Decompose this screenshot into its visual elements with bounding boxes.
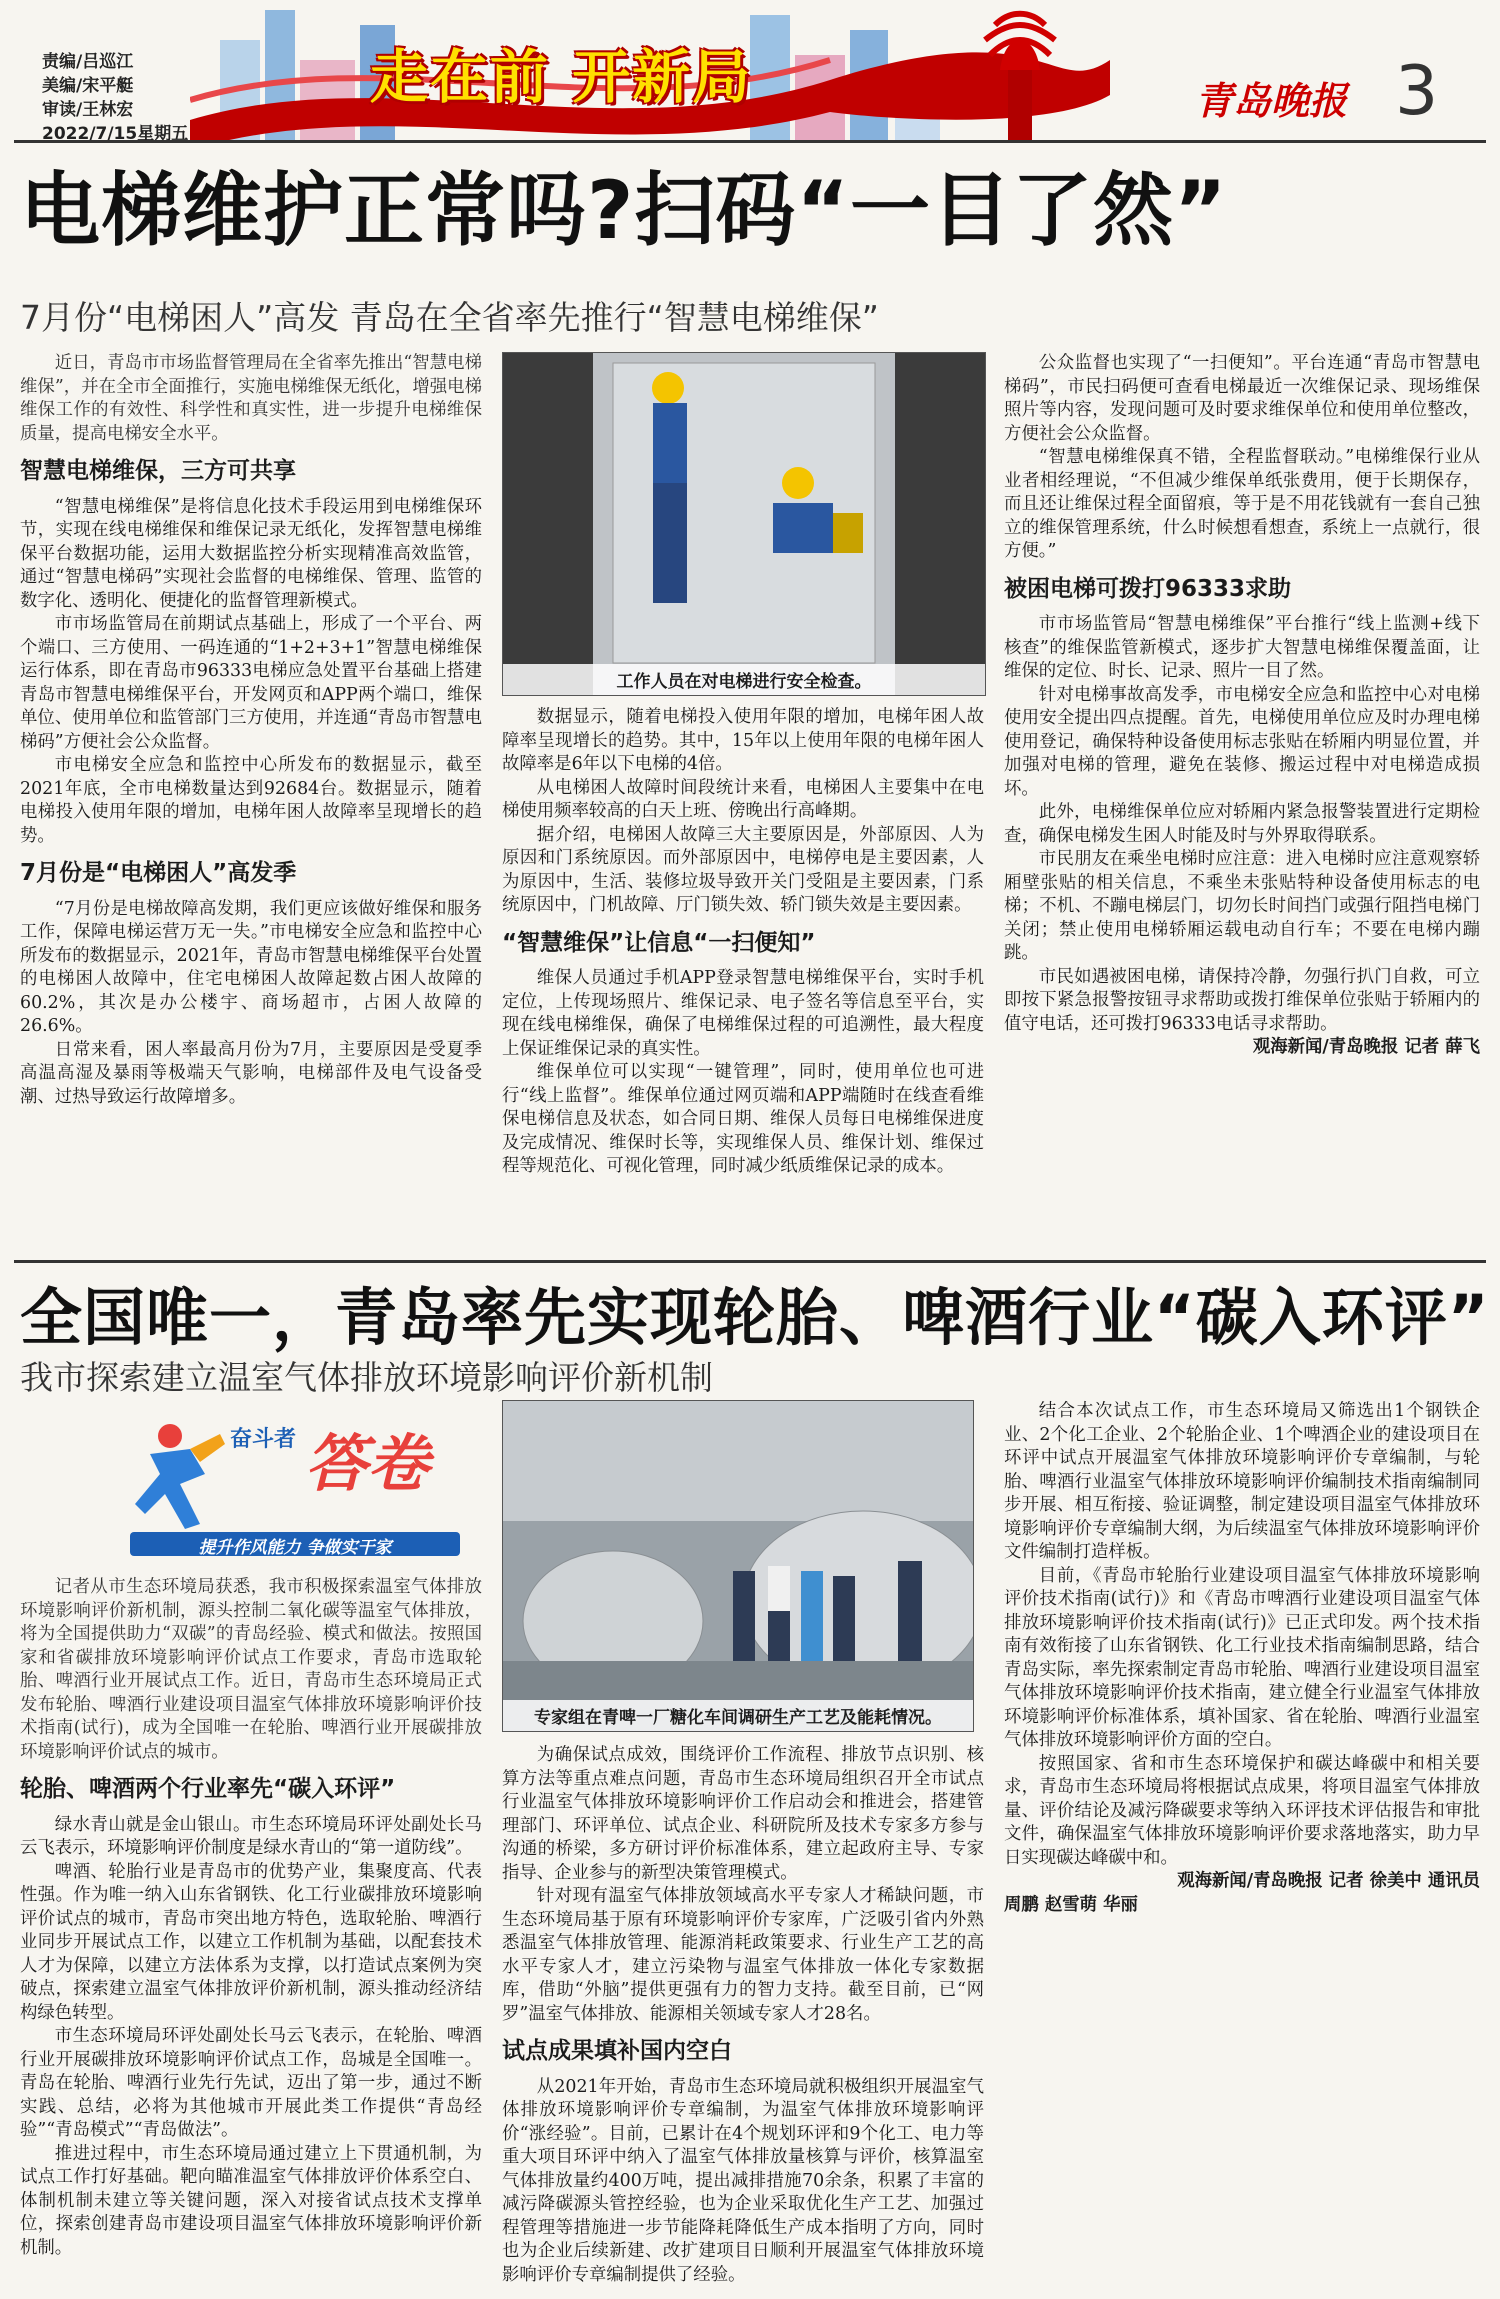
article2-paragraph: 结合本次试点工作，市生态环境局又筛选出1个钢铁企业、2个化工企业、2个轮胎企业、1个啤酒企业的建设项目在环评中试点开展温室气体排放环境影响评价专章编制，与轮胎、啤酒行业温室气体排放环境影响评价编制技术指南编制同步开展、相互衔接、验证调整，制定建设项目温室气体排放环境影响评价专章编制大纲，为后续温室气体排放环境影响评价文件编制打造样板。 — [1004, 1401, 1480, 1562]
brewery-photo-illustration — [503, 1401, 973, 1731]
article1-paragraph: 数据显示，随着电梯投入使用年限的增加，电梯年困人故障率呈现增长的趋势。其中，15年以上使用年限的电梯年困人故障率是6年以下电梯的4倍。 — [502, 707, 984, 774]
article1-paragraph: 据介绍，电梯困人故障三大主要原因是，外部原因、人为原因和门系统原因。而外部原因中，电梯停电是主要因素，人为原因中，生活、装修垃圾导致开关门受阻是主要因素，门系统原因中，门机故障、厅门锁失效、轿门锁失效是主要因素。 — [502, 824, 984, 915]
article2-byline-names: 周鹏 赵雪萌 华丽 — [1004, 1894, 1138, 1915]
article2-byline: 观海新闻/青岛晚报 记者 徐美中 通讯员 — [1177, 1871, 1480, 1891]
masthead-divider — [14, 140, 1486, 143]
article2-section-heading: 试点成果填补国内空白 — [502, 2038, 732, 2064]
article2-section-heading: 轮胎、啤酒两个行业率先“碳入环评” — [20, 1776, 396, 1802]
elevator-inspection-photo — [502, 352, 986, 696]
logo-slogan: 提升作风能力 争做实干家 — [198, 1538, 392, 1556]
article1-paragraph: 公众监督也实现了“一扫便知”。平台连通“青岛市智慧电梯码”，市民扫码便可查看电梯最近一次维保记录、现场维保照片等内容，发现问题可及时要求维保单位和使用单位整改，方便社会公众监督。 — [1004, 353, 1480, 444]
article1-section-heading: “智慧维保”让信息“一扫便知” — [502, 929, 816, 956]
logo-small-text: 奋斗者 — [230, 1426, 297, 1452]
page-number: 3 — [1395, 52, 1439, 131]
article2-paragraph: 目前，《青岛市轮胎行业建设项目温室气体排放环境影响评价技术指南(试行)》和《青岛市啤酒行业建设项目温室气体排放环境影响评价技术指南(试行)》已正式印发。两个技术指南有效衔接了山东省钢铁、化工行业技术指南编制思路，结合青岛实际，率先探索制定青岛市轮胎、啤酒行业建设项目温室气体排放环境影响评价技术指南，建立健全行业温室气体排放环境影响评价标准体系，填补国家、省在轮胎、啤酒行业温室气体排放环境影响评价方面的空白。 — [1004, 1565, 1480, 1750]
article2-subtitle: 我市探索建立温室气体排放环境影响评价新机制 — [20, 1358, 713, 1397]
reviewer-credit: 审读/王林宏 — [42, 100, 134, 120]
logo-big-text: 答卷 — [305, 1427, 430, 1500]
article1-title: 电梯维护正常吗?扫码“一目了然” — [20, 164, 1228, 257]
article2-paragraph: 绿水青山就是金山银山。市生态环境局环评处副处长马云飞表示，环境影响评价制度是绿水青山的“第一道防线”。 — [20, 1814, 482, 1858]
elevator-photo-illustration — [503, 353, 985, 695]
article2-column-3 — [1004, 1400, 1480, 2288]
article1-paragraph: 维保人员通过手机APP登录智慧电梯维保平台，实时手机定位，上传现场照片、维保记录、电子签名等信息至平台，实现在线电梯维保，确保了电梯维保过程的可追溯性，最大程度上保证维保记录的真实性。 — [502, 968, 984, 1059]
article1-column-1 — [20, 352, 482, 1248]
brewery-visit-photo — [502, 1400, 974, 1732]
article1-lead: 近日，青岛市市场监督管理局在全省率先推出“智慧电梯维保”，并在全市全面推行，实施电梯维保无纸化，增强电梯维保工作的有效性、科学性和真实性，进一步提升电梯维保质量，提高电梯安全水平。 — [20, 353, 482, 444]
fendouzhe-dajuan-logo — [130, 1414, 460, 1556]
article2-paragraph: 从2021年开始，青岛市生态环境局就积极组织开展温室气体排放环境影响评价专章编制，为温室气体排放环境影响评价“涨经验”。目前，已累计在4个规划环评和9个化工、电力等重大项目环评中纳入了温室气体排放量核算与评价，核算温室气体排放量约400万吨，提出减排措施70余条，积累了丰富的减污降碳源头管控经验，也为企业采取优化生产工艺、加强过程管理等措施进一步节能降耗降低生产成本指明了方向，同时也为企业后续新建、改扩建项目日顺利开展温室气体排放环境影响评价专章编制提供了经验。 — [502, 2076, 984, 2285]
article1-subtitle: 7月份“电梯困人”高发 青岛在全省率先推行“智慧电梯维保” — [20, 298, 879, 337]
article2-paragraph: 针对现有温室气体排放领域高水平专家人才稀缺问题，市生态环境局基于原有环境影响评价专家库，广泛吸引省内外熟悉温室气体排放管理、能源消耗政策要求、行业生产工艺的高水平专家人才，建立污染物与温室气体排放一体化专家数据库，借助“外脑”提供更强有力的智力支持。截至目前，已“网罗”温室气体排放、能源相关领域专家人才28名。 — [502, 1886, 984, 2024]
article1-paragraph: 日常来看，困人率最高月份为7月，主要原因是受夏季高温高湿及暴雨等极端天气影响，电梯部件及电气设备受潮、过热导致运行故障增多。 — [20, 1039, 482, 1107]
article1-paragraph: “智慧电梯维保”是将信息化技术手段运用到电梯维保环节，实现在线电梯维保和维保记录无纸化，发挥智慧电梯维保平台数据功能，运用大数据监控分析实现精准高效监管，通过“智慧电梯码”实现社会监督的电梯维保、管理、监管的数字化、透明化、便捷化的监督管理新模式。 — [20, 496, 482, 611]
article1-paragraph: 市民朋友在乘坐电梯时应注意：进入电梯时应注意观察轿厢壁张贴的相关信息，不乘坐未张贴特种设备使用标志的电梯；不机、不蹦电梯层门，切勿长时间挡门或强行阻挡电梯门关闭；禁止使用电梯轿厢运载电动自行车；不要在电梯内蹦跳。 — [1004, 849, 1480, 963]
article-divider — [14, 1260, 1486, 1263]
photo-caption: 专家组在青啤一厂糖化车间调研生产工艺及能耗情况。 — [503, 1700, 973, 1731]
masthead-slogan: 走在前 开新局 — [370, 43, 753, 111]
article2-column-1 — [20, 1576, 482, 2288]
article2-paragraph: 推进过程中，市生态环境局通过建立上下贯通机制，为试点工作打好基础。靶向瞄准温室气体排放评价体系空白、体制机制未建立等关键问题，深入对接省试点技术支撑单位，探索创建青岛市建设项目温室气体排放环境影响评价新机制。 — [20, 2143, 482, 2258]
article1-section-heading: 被困电梯可拨打96333求助 — [1004, 575, 1292, 602]
article1-paragraph: “智慧电梯维保真不错，全程监督联动。”电梯维保行业从业者相经理说，“不但减少维保单纸张费用，便于长期保存，而且还让维保过程全面留痕，等于是不用花钱就有一套自己独立的维保管理系统，什么时候想看想查，系统上一点就行，很方便。” — [1004, 447, 1480, 561]
article1-column-2 — [502, 706, 984, 1248]
issue-date: 2022/7/15星期五 — [42, 124, 189, 144]
article1-paragraph: “7月份是电梯故障高发期，我们更应该做好维保和服务工作，保障电梯运营万无一失。”市电梯安全应急和监控中心所发布的数据显示，2021年，青岛市智慧电梯维保平台处置的电梯困人故障中，住宅电梯困人故障起数占困人故障的60.2%，其次是办公楼宇、商场超市，占困人故障的26.6%。 — [20, 898, 482, 1036]
article1-byline: 观海新闻/青岛晚报 记者 薛飞 — [1252, 1037, 1480, 1057]
photo-caption: 工作人员在对电梯进行安全检查。 — [503, 664, 985, 695]
masthead-meta — [42, 50, 188, 146]
article2-lead: 记者从市生态环境局获悉，我市积极探索温室气体排放环境影响评价新机制，源头控制二氧化碳等温室气体排放，将为全国提供助力“双碳”的青岛经验、模式和做法。按照国家和省碳排放环境影响评价试点工作要求，青岛市选取轮胎、啤酒行业开展试点工作。近日，青岛市生态环境局正式发布轮胎、啤酒行业建设项目温室气体排放环境影响评价技术指南(试行)，成为全国唯一在轮胎、啤酒行业开展碳排放环境影响评价试点的城市。 — [20, 1577, 482, 1762]
article2-paragraph: 为确保试点成效，围绕评价工作流程、排放节点识别、核算方法等重点难点问题，青岛市生态环境局组织召开全市试点行业温室气体排放环境影响评价工作启动会和推进会，搭建管理部门、环评单位、试点企业、科研院所及技术专家多方参与沟通的桥梁，多方研讨评价标准体系，建立起政府主导、专家指导、企业参与的新型决策管理模式。 — [502, 1745, 984, 1883]
article2-column-2 — [502, 1744, 984, 2288]
article1-paragraph: 市市场监管局在前期试点基础上，形成了一个平台、两个端口、三方使用、一码连通的“1+2+3+1”智慧电梯维保运行体系，即在青岛市96333电梯应急处置平台基础上搭建青岛市智慧电梯维保平台，开发网页和APP两个端口，维保单位、使用单位和监管部门三方使用，并连通“青岛市智慧电梯码”方便社会公众监督。 — [20, 614, 482, 752]
article1-paragraph: 维保单位可以实现“一键管理”，同时，使用单位也可进行“线上监督”。维保单位通过网页端和APP端随时在线查看维保电梯信息及状态，如合同日期、维保人员每日电梯维保进度及完成情况、维保时长等，实现维保人员、维保计划、维保过程等规范化、可视化管理，同时减少纸质维保记录的成本。 — [502, 1062, 984, 1176]
article1-section-heading: 7月份是“电梯困人”高发季 — [20, 860, 297, 886]
article1-paragraph: 从电梯困人故障时间段统计来看，电梯困人主要集中在电梯使用频率较高的白天上班、傍晚出行高峰期。 — [502, 777, 984, 821]
article2-paragraph: 市生态环境局环评处副处长马云飞表示，在轮胎、啤酒行业开展碳排放环境影响评价试点工作，岛城是全国唯一。青岛在轮胎、啤酒行业先行先试，迈出了第一步，通过不断实践、总结，必将为其他城市开展此类工作提供“青岛经验”“青岛模式”“青岛做法”。 — [20, 2026, 482, 2140]
article2-paragraph: 按照国家、省和市生态环境保护和碳达峰碳中和相关要求，青岛市生态环境局将根据试点成果，将项目温室气体排放量、评价结论及减污降碳要求等纳入环评技术评估报告和审批文件，确保温室气体排放环境影响评价要求落地落实，助力早日实现碳达峰碳中和。 — [1004, 1753, 1480, 1868]
article2-paragraph: 啤酒、轮胎行业是青岛市的优势产业，集聚度高、代表性强。作为唯一纳入山东省钢铁、化工行业碳排放环境影响评价试点的城市，青岛市突出地方特色，选取轮胎、啤酒行业同步开展试点工作，以建立工作机制为基础，以配套技术人才为保障，以建立方法体系为支撑，以打造试点案例为突破点，探索建立温室气体排放评价新机制，源头推动经济结构绿色转型。 — [20, 1861, 482, 2023]
newspaper-logo: 青岛晚报 — [1195, 78, 1348, 123]
article1-column-3 — [1004, 352, 1480, 1248]
article2-title: 全国唯一，青岛率先实现轮胎、啤酒行业“碳入环评” — [20, 1281, 1490, 1354]
article1-section-heading: 智慧电梯维保，三方可共享 — [20, 458, 296, 484]
article1-paragraph: 此外，电梯维保单位应对轿厢内紧急报警装置进行定期检查，确保电梯发生困人时能及时与外界取得联系。 — [1004, 802, 1480, 846]
article1-paragraph: 针对电梯事故高发季，市电梯安全应急和监控中心对电梯使用安全提出四点提醒。首先，电梯使用单位应及时办理电梯使用登记，确保特种设备使用标志张贴在轿厢内明显位置，并加强对电梯的管理，避免在装修、搬运过程中对电梯造成损坏。 — [1004, 684, 1480, 799]
article1-paragraph: 市市场监管局“智慧电梯维保”平台推行“线上监测+线下核查”的维保监管新模式，逐步扩大智慧电梯维保覆盖面，让维保的定位、时长、记录、照片一目了然。 — [1004, 614, 1480, 681]
article1-paragraph: 市电梯安全应急和监控中心所发布的数据显示，截至2021年底，全市电梯数量达到92684台。数据显示，随着电梯投入使用年限的增加，电梯年困人故障率呈现增长的趋势。 — [20, 755, 482, 846]
art-editor-credit: 美编/宋平艇 — [42, 76, 134, 96]
editor-credit: 责编/吕巡江 — [42, 52, 134, 72]
article1-paragraph: 市民如遇被困电梯，请保持冷静，勿强行扒门自救，可立即按下紧急报警按钮寻求帮助或拨打维保单位张贴于轿厢内的值守电话，还可拨打96333电话寻求帮助。 — [1004, 966, 1480, 1034]
